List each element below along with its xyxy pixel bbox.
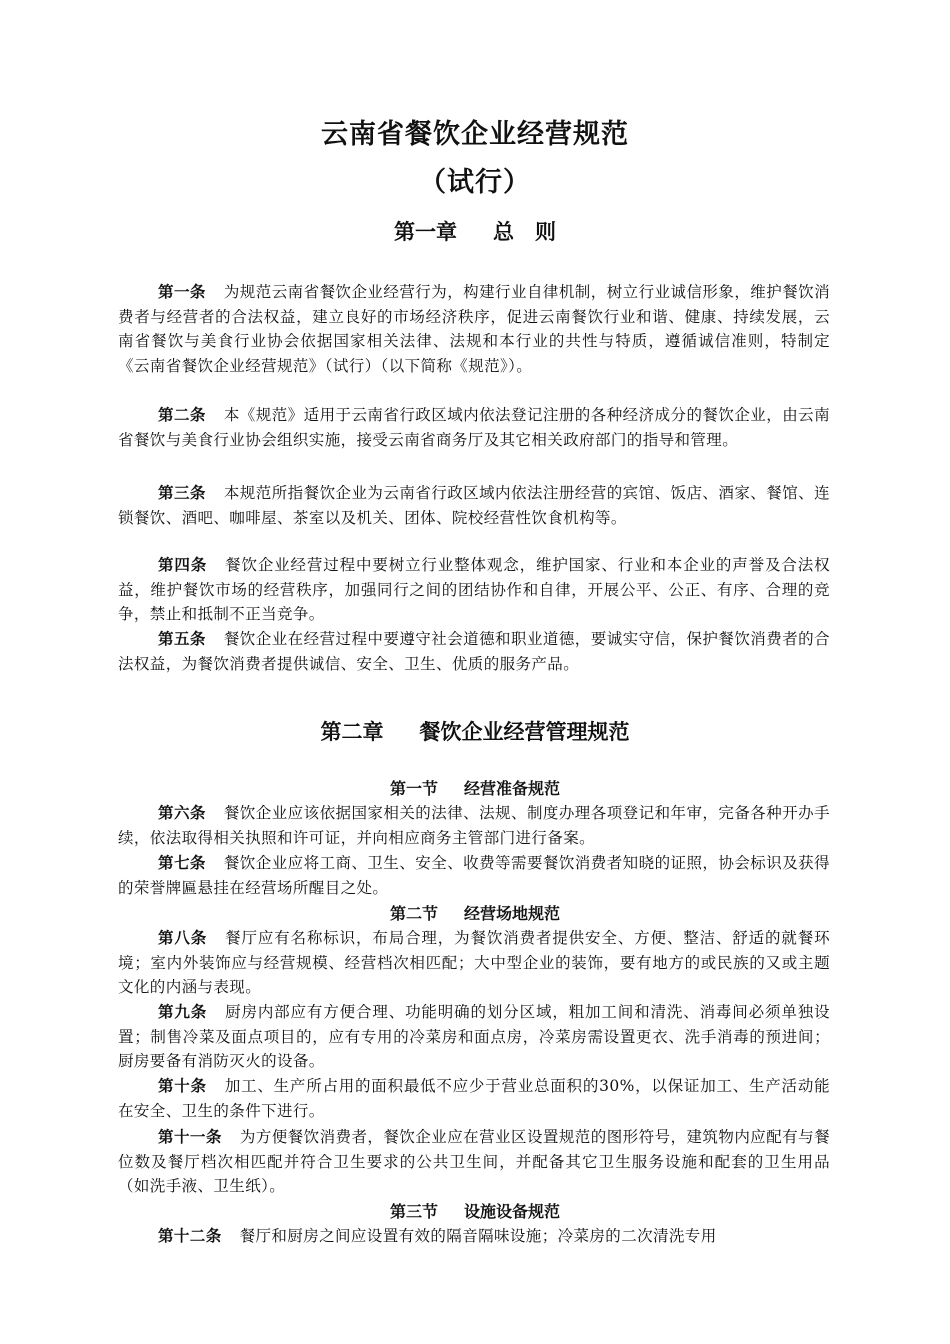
article-number: 第三条 — [158, 484, 206, 502]
article-text: 加工、生产所占用的面积最低不应少于营业总面积的30%，以保证加工、生产活动能在安全、卫生的条件下进行。 — [118, 1077, 831, 1120]
chapter-2-name: 餐饮企业经营管理规范 — [419, 720, 630, 744]
article-2 — [118, 403, 830, 452]
chapter-2-label: 第二章 — [320, 720, 384, 744]
article-number: 第九条 — [158, 1003, 208, 1021]
article-text: 为规范云南省餐饮企业经营行为，构建行业自律机制，树立行业诚信形象，维护餐饮消费者与经营者的合法权益，建立良好的市场经济秩序，促进云南餐饮行业和谐、健康、持续发展，云南省餐饮与美食行业协会依据国家相关法律、法规和本行业的共性与特质，遵循诚信准则，特制定《云南省餐饮企业经营规范》（试行）（以下简称《规范》）。 — [118, 283, 830, 375]
article-text: 餐厅应有名称标识，布局合理，为餐饮消费者提供安全、方便、整洁、舒适的就餐环境；室内外装饰应与经营规模、经营档次相匹配；大中型企业的装饰，要有地方的或民族的又或主题文化的内涵与表现。 — [118, 929, 830, 996]
article-number: 第八条 — [158, 929, 208, 947]
article-number: 第二条 — [158, 406, 206, 424]
article-11 — [118, 1125, 830, 1199]
article-number: 第七条 — [158, 854, 206, 872]
chapter-2-heading — [0, 716, 950, 746]
chapter-1-label: 第一章 — [394, 220, 457, 244]
article-number: 第六条 — [158, 804, 206, 822]
section-2-name: 经营场地规范 — [464, 904, 561, 923]
article-text: 餐饮企业经营过程中要树立行业整体观念，维护国家、行业和本企业的声誉及合法权益，维护餐饮市场的经营秩序，加强同行之间的团结协作和自律，开展公平、公正、有序、合理的竞争，禁止和抵制不正当竞争。 — [118, 556, 830, 623]
section-1-label: 第一节 — [389, 779, 438, 798]
chapter-1-heading — [0, 216, 950, 246]
article-5 — [118, 627, 830, 676]
article-text: 本规范所指餐饮企业为云南省行政区域内依法注册经营的宾馆、饭店、酒家、餐馆、连锁餐饮、酒吧、咖啡屋、茶室以及机关、团体、院校经营性饮食机构等。 — [118, 484, 830, 527]
article-8 — [118, 926, 830, 1000]
article-number: 第十二条 — [158, 1227, 222, 1245]
article-9 — [118, 1000, 830, 1074]
article-number: 第五条 — [158, 630, 206, 648]
article-text: 为方便餐饮消费者，餐饮企业应在营业区设置规范的图形符号，建筑物内应配有与餐位数及餐厅档次相匹配并符合卫生要求的公共卫生间，并配备其它卫生服务设施和配套的卫生用品（如洗手液、卫生纸）。 — [118, 1128, 830, 1195]
section-1-name: 经营准备规范 — [464, 779, 561, 798]
article-1 — [118, 280, 830, 378]
section-3-heading — [0, 1201, 950, 1223]
section-3-label: 第三节 — [389, 1202, 438, 1221]
article-10 — [118, 1074, 830, 1123]
article-text: 厨房内部应有方便合理、功能明确的划分区域，粗加工间和清洗、消毒间必须单独设置；制售冷菜及面点项目的，应有专用的冷菜房和面点房，冷菜房需设置更衣、洗手消毒的预进间；厨房要备有消防灭火的设备。 — [118, 1003, 830, 1070]
article-text: 餐饮企业应将工商、卫生、安全、收费等需要餐饮消费者知晓的证照，协会标识及获得的荣誉牌匾悬挂在经营场所醒目之处。 — [118, 854, 830, 897]
chapter-1-name: 总 则 — [493, 220, 556, 244]
article-text: 本《规范》适用于云南省行政区域内依法登记注册的各种经济成分的餐饮企业，由云南省餐饮与美食行业协会组织实施，接受云南省商务厅及其它相关政府部门的指导和管理。 — [118, 406, 830, 449]
document-subtitle: （试行） — [419, 167, 531, 198]
article-number: 第十条 — [158, 1077, 207, 1095]
section-1-heading — [0, 778, 950, 800]
article-12 — [118, 1224, 830, 1249]
document-title: 云南省餐饮企业经营规范 — [321, 119, 629, 150]
section-2-label: 第二节 — [389, 904, 438, 923]
article-text: 餐厅和厨房之间应设置有效的隔音隔味设施；冷菜房的二次清洗专用 — [239, 1227, 717, 1245]
section-2-heading — [0, 903, 950, 925]
article-6 — [118, 801, 830, 850]
article-3 — [118, 481, 830, 530]
article-number: 第十一条 — [158, 1128, 222, 1146]
article-number: 第一条 — [158, 283, 206, 301]
article-number: 第四条 — [158, 556, 208, 574]
article-4 — [118, 553, 830, 627]
article-text: 餐饮企业应该依据国家相关的法律、法规、制度办理各项登记和年审，完备各种开办手续，依法取得相关执照和许可证，并向相应商务主管部门进行备案。 — [118, 804, 830, 847]
article-text: 餐饮企业在经营过程中要遵守社会道德和职业道德，要诚实守信，保护餐饮消费者的合法权益，为餐饮消费者提供诚信、安全、卫生、优质的服务产品。 — [118, 630, 830, 673]
article-7 — [118, 851, 830, 900]
section-3-name: 设施设备规范 — [464, 1202, 561, 1221]
